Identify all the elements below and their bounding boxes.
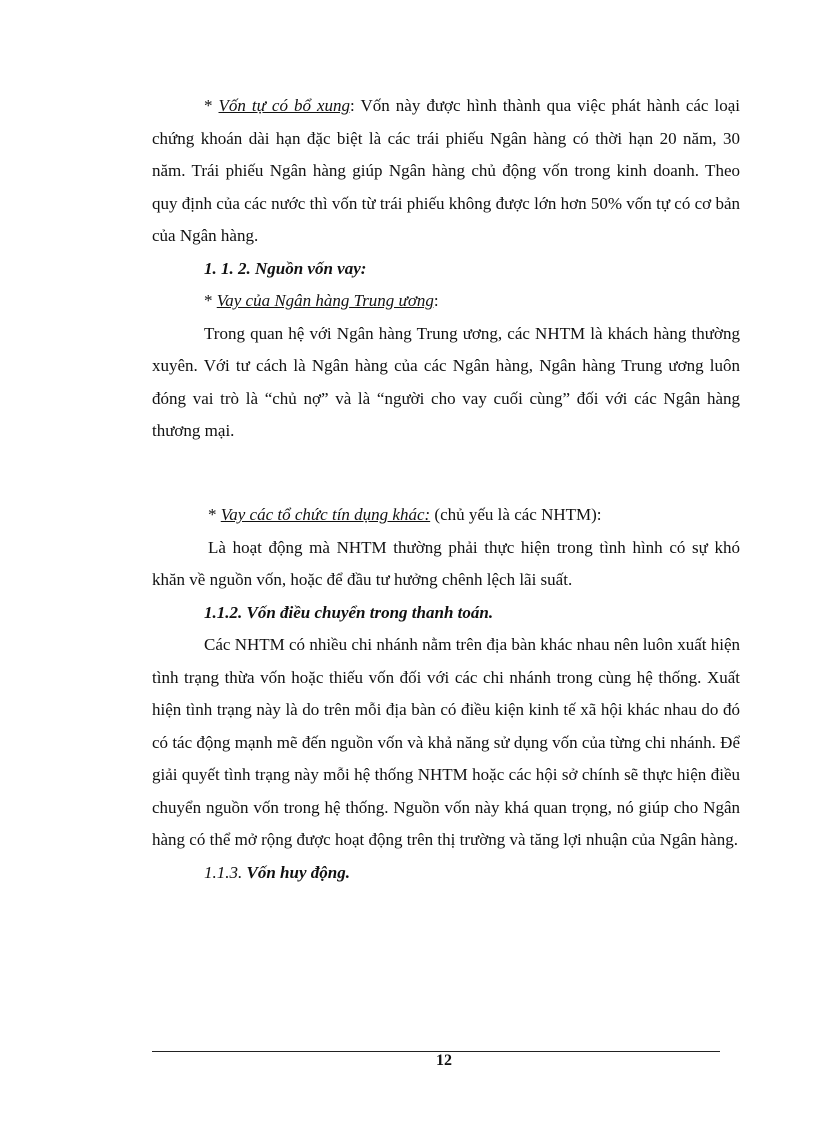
- text-block-lower: [152, 499, 740, 889]
- term-suffix: :: [433, 291, 439, 310]
- paragraph-vay-trung-uong: [152, 285, 740, 318]
- heading-von-huy-dong: [152, 857, 740, 890]
- heading-title: Vốn huy động.: [246, 862, 350, 882]
- bullet: *: [208, 505, 221, 524]
- page-number: 12: [436, 1052, 452, 1069]
- paragraph-vay-tctd: [152, 499, 740, 532]
- term-von-bo-xung: Vốn tự có bổ xung: [218, 96, 351, 115]
- heading-nguon-von-vay: 1. 1. 2. Nguồn vốn vay:: [204, 258, 367, 278]
- bullet: *: [204, 291, 217, 310]
- term-suffix: (chủ yếu là các NHTM):: [430, 505, 602, 524]
- paragraph-text: : Vốn này được hình thành qua việc phát hành các loại chứng khoán dài hạn đặc biệt là các trái phiếu Ngân hàng có thời hạn 20 năm, 30 năm. Trái phiếu Ngân hàng giúp Ngân hàng chủ động vốn trong kinh doanh. Theo quy định của các nước thì vốn từ trái phiếu không được lớn hơn 50% vốn tự có cơ bản của Ngân hàng.: [152, 96, 740, 245]
- term-vay-tctd: Vay các tổ chức tín dụng khác:: [220, 505, 431, 524]
- bullet: *: [204, 96, 219, 115]
- paragraph-tctd: Là hoạt động mà NHTM thường phải thực hiện trong tình hình có sự khó khăn về nguồn vốn, hoặc để đầu tư hưởng chênh lệch lãi suất.: [152, 537, 740, 589]
- paragraph-von-bo-xung: [152, 90, 740, 253]
- paragraph-dieu-chuyen: Các NHTM có nhiều chi nhánh nằm trên địa bàn khác nhau nên luôn xuất hiện tình trạng thừa vốn hoặc thiếu vốn đối với các chi nhánh trong cùng hệ thống. Xuất hiện tình trạng này là do trên mỗi địa bàn có điều kiện kinh tế xã hội khác nhau do đó có tác động mạnh mẽ đến nguồn vốn và khả năng sử dụng vốn của từng chi nhánh. Để giải quyết tình trạng này mỗi hệ thống NHTM hoặc các hội sở chính sẽ thực hiện điều chuyển nguồn vốn trong hệ thống. Nguồn vốn này khá quan trọng, nó giúp cho Ngân hàng có thể mở rộng được hoạt động trên thị trường và tăng lợi nhuận của Ngân hàng.: [152, 635, 740, 849]
- paragraph-trung-uong: Trong quan hệ với Ngân hàng Trung ương, các NHTM là khách hàng thường xuyên. Với tư cách là Ngân hàng của các Ngân hàng, Ngân hàng Trung ương luôn đóng vai trò là “chủ nợ” và là “người cho vay cuối cùng” đối với các Ngân hàng thương mại.: [152, 323, 740, 440]
- heading-von-dieu-chuyen: 1.1.2. Vốn điều chuyển trong thanh toán.: [204, 602, 494, 622]
- heading-number: 1.1.3.: [204, 862, 247, 882]
- term-vay-trung-uong: Vay của Ngân hàng Trung ương: [216, 291, 434, 310]
- text-block-upper: [152, 90, 740, 448]
